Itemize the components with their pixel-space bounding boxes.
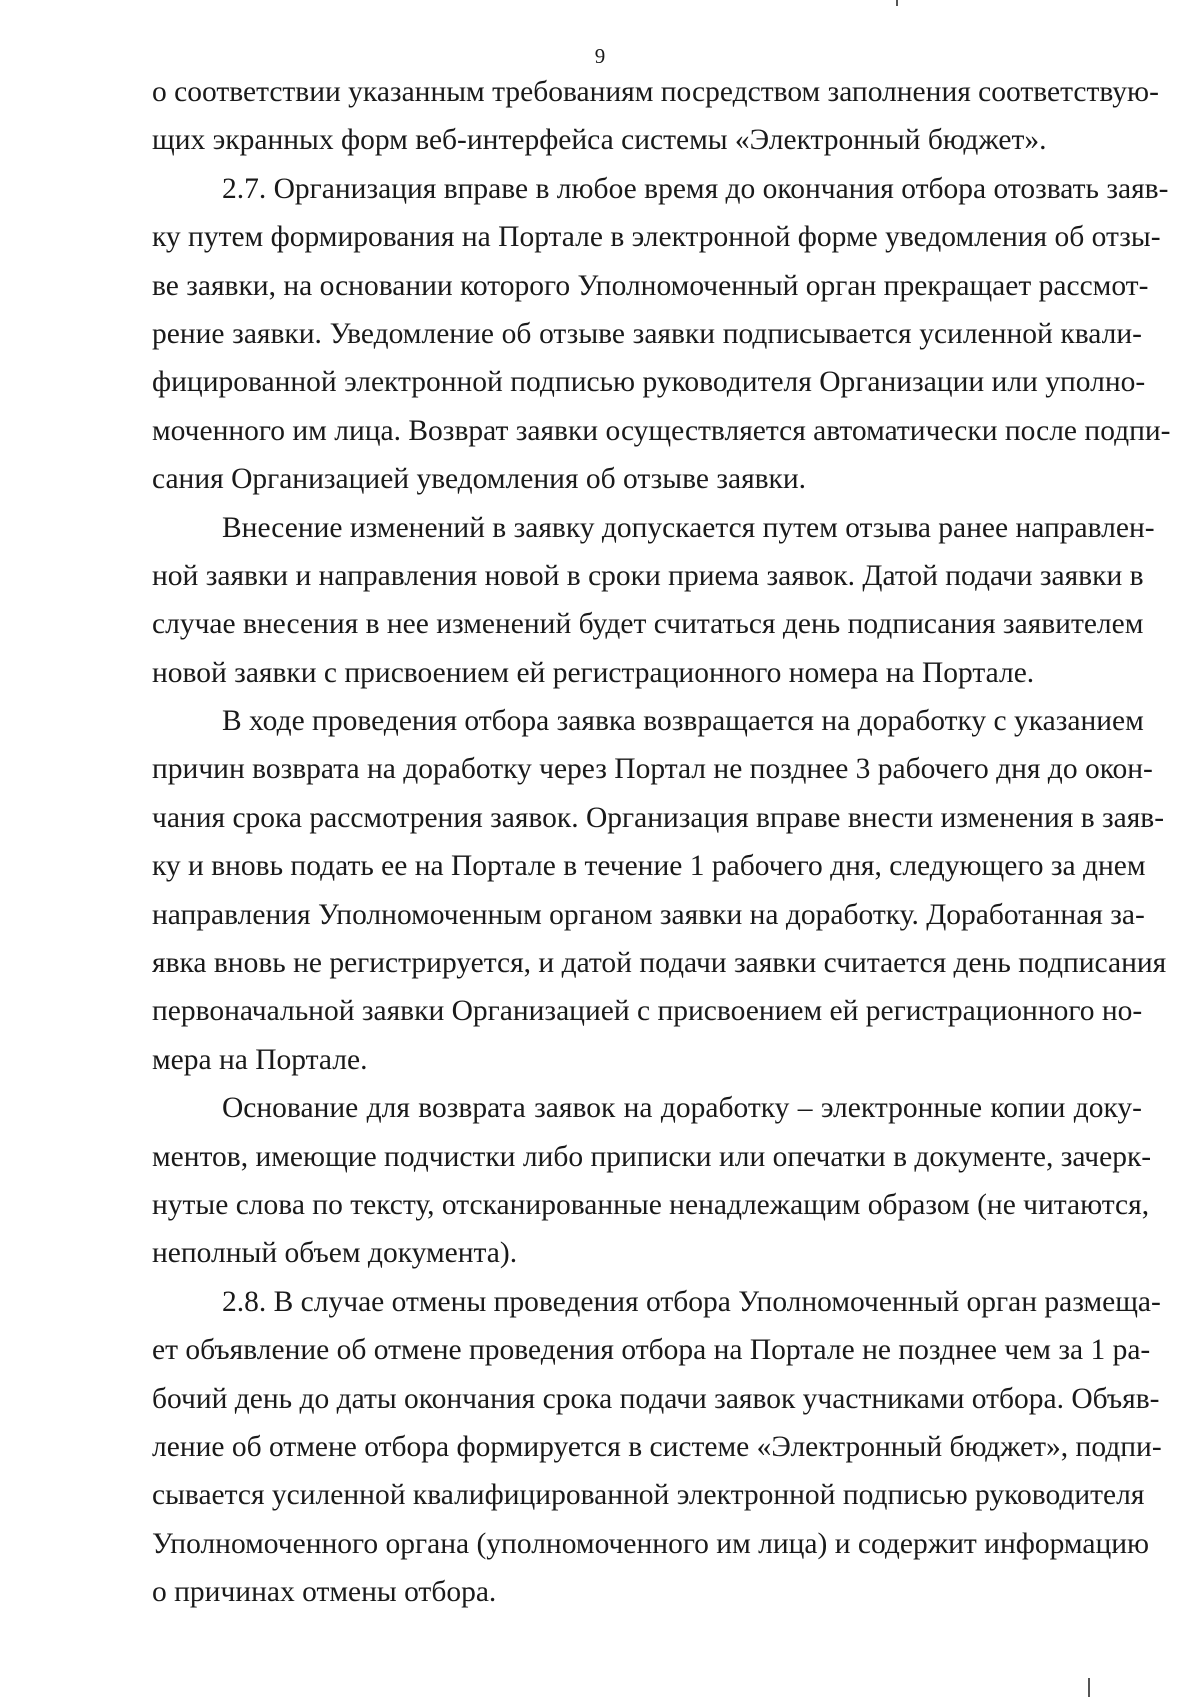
text-line: Внесение изменений в заявку допускается путем отзыва ранее направлен- bbox=[222, 511, 1155, 544]
text-line: о соответствии указанным требованиям посредством заполнения соответствую- bbox=[152, 76, 1159, 108]
text-line: чания срока рассмотрения заявок. Организация вправе внести изменения в заяв- bbox=[152, 801, 1165, 834]
text-line: о причинах отмены отбора. bbox=[152, 1576, 497, 1609]
text-line: бочий день до даты окончания срока подачи заявок участниками отбора. Объяв- bbox=[152, 1382, 1160, 1415]
text-line: ментов, имеющие подчистки либо приписки или опечатки в документе, зачерк- bbox=[152, 1140, 1152, 1173]
scan-artifact-top bbox=[896, 0, 898, 6]
text-line: причин возврата на доработку через Портал не позднее 3 рабочего дня до окон- bbox=[152, 753, 1153, 786]
text-line: ной заявки и направления новой в сроки приема заявок. Датой подачи заявки в bbox=[152, 559, 1144, 592]
text-line: 2.8. В случае отмены проведения отбора Уполномоченный орган размеща- bbox=[222, 1285, 1161, 1318]
body-text bbox=[152, 68, 1171, 1617]
text-line: явка вновь не регистрируется, и датой подачи заявки считается день подписания bbox=[152, 947, 1167, 980]
text-line: ет объявление об отмене проведения отбора на Портале не позднее чем за 1 ра- bbox=[152, 1334, 1151, 1367]
text-line: первоначальной заявки Организацией с присвоением ей регистрационного но- bbox=[152, 995, 1143, 1028]
text-line: новой заявки с присвоением ей регистрационного номера на Портале. bbox=[152, 656, 1035, 689]
text-line: случае внесения в нее изменений будет считаться день подписания заявителем bbox=[152, 608, 1144, 641]
text-line: фицированной электронной подписью руководителя Организации или уполно- bbox=[152, 366, 1146, 399]
text-line: В ходе проведения отбора заявка возвращается на доработку с указанием bbox=[222, 705, 1144, 738]
text-line: нутые слова по тексту, отсканированные ненадлежащим образом (не читаются, bbox=[152, 1188, 1150, 1221]
text-line: ку путем формирования на Портале в электронной форме уведомления об отзы- bbox=[152, 221, 1161, 254]
text-line: мера на Портале. bbox=[152, 1043, 368, 1076]
text-line: 2.7. Организация вправе в любое время до окончания отбора отозвать заяв- bbox=[222, 172, 1169, 205]
text-line: ку и вновь подать ее на Портале в течение 1 рабочего дня, следующего за днем bbox=[152, 850, 1146, 883]
text-line: ление об отмене отбора формируется в системе «Электронный бюджет», подпи- bbox=[152, 1430, 1162, 1463]
text-line: сания Организацией уведомления об отзыве заявки. bbox=[152, 463, 807, 496]
text-line: Основание для возврата заявок на доработку – электронные копии доку- bbox=[222, 1092, 1142, 1125]
text-line: неполный объем документа). bbox=[152, 1237, 518, 1270]
text-line: направления Уполномоченным органом заявки на доработку. Доработанная за- bbox=[152, 898, 1145, 931]
scan-artifact-bottom bbox=[1088, 1678, 1090, 1697]
text-line: моченного им лица. Возврат заявки осуществляется автоматически после подпи- bbox=[152, 414, 1171, 447]
text-line: ве заявки, на основании которого Уполномоченный орган прекращает рассмот- bbox=[152, 269, 1149, 302]
page-number: 9 bbox=[594, 44, 606, 68]
text-line: щих экранных форм веб-интерфейса системы «Электронный бюджет». bbox=[152, 124, 1047, 157]
text-line: сывается усиленной квалифицированной электронной подписью руководителя bbox=[152, 1479, 1145, 1512]
text-line: Уполномоченного органа (уполномоченного им лица) и содержит информацию bbox=[152, 1527, 1150, 1560]
text-line: рение заявки. Уведомление об отзыве заявки подписывается усиленной квали- bbox=[152, 317, 1142, 350]
